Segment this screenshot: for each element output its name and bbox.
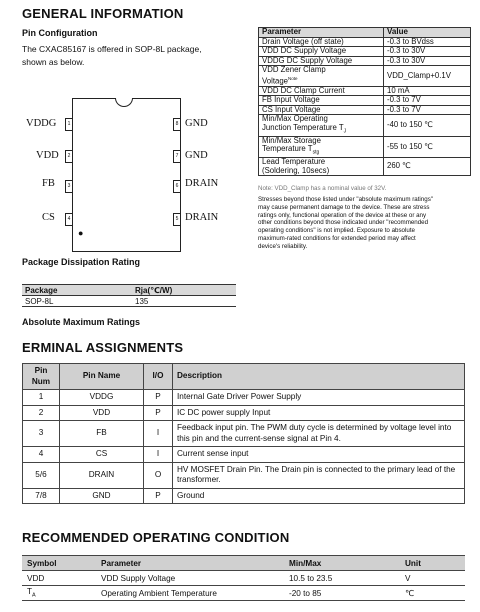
table-cell: IC DC power supply Input bbox=[173, 405, 465, 421]
section-title-recommended: RECOMMENDED OPERATING CONDITION bbox=[22, 530, 290, 545]
table-cell: VDD DC Clamp Current bbox=[259, 86, 384, 96]
table-row bbox=[23, 488, 465, 504]
table-header: Parameter bbox=[259, 28, 384, 38]
table-row bbox=[22, 571, 465, 586]
table-cell: -40 to 150 ℃ bbox=[384, 115, 471, 137]
table-row bbox=[23, 447, 465, 463]
table-row bbox=[22, 586, 465, 601]
pin-number-8: 8 bbox=[173, 118, 181, 131]
table-cell: Current sense input bbox=[173, 447, 465, 463]
pin-number-1: 1 bbox=[65, 118, 73, 131]
table-cell: VDD bbox=[60, 405, 144, 421]
table-header: Parameter bbox=[96, 556, 284, 571]
table-cell: ℃ bbox=[400, 586, 465, 601]
table-cell: 10.5 to 23.5 bbox=[284, 571, 400, 586]
table-cell: -0.3 to 7V bbox=[384, 96, 471, 106]
pin-label-drain-6: DRAIN bbox=[185, 178, 219, 189]
table-cell: O bbox=[144, 462, 173, 488]
pin1-marker-dot: ● bbox=[78, 228, 84, 238]
table-header: Pin Name bbox=[60, 364, 144, 390]
cell-line: Lead Temperature bbox=[262, 157, 326, 167]
cell-text: Voltage bbox=[262, 76, 289, 86]
table-header: Value bbox=[384, 28, 471, 38]
table-cell: HV MOSFET Drain Pin. The Drain pin is connected to the primary lead of the transformer. bbox=[173, 462, 465, 488]
cell-text: Temperature T bbox=[262, 144, 313, 154]
table-cell: FB bbox=[60, 421, 144, 447]
pin-number-6: 6 bbox=[173, 180, 181, 193]
table-cell bbox=[259, 136, 384, 158]
table-cell: 260 ℃ bbox=[384, 158, 471, 176]
dissipation-table bbox=[22, 284, 236, 307]
table-header: Package bbox=[22, 285, 132, 296]
table-cell: Drain Voltage (off state) bbox=[259, 37, 384, 47]
vdd-clamp-note: Note: VDD_Clamp has a nominal value of 32V. bbox=[258, 185, 387, 192]
pin-label-drain-5: DRAIN bbox=[185, 212, 219, 223]
table-header bbox=[23, 364, 60, 390]
table-header: Unit bbox=[400, 556, 465, 571]
table-cell: VDDG DC Supply Voltage bbox=[259, 56, 384, 66]
table-cell: VDD bbox=[22, 571, 96, 586]
table-cell: Internal Gate Driver Power Supply bbox=[173, 390, 465, 406]
table-cell: DRAIN bbox=[60, 462, 144, 488]
pin-label-cs: CS bbox=[42, 212, 55, 223]
pin-label-gnd-7: GND bbox=[185, 150, 208, 161]
table-header: Min/Max bbox=[284, 556, 400, 571]
terminal-table bbox=[22, 363, 465, 504]
table-cell: -20 to 85 bbox=[284, 586, 400, 601]
pin-number-7: 7 bbox=[173, 150, 181, 163]
table-cell: Ground bbox=[173, 488, 465, 504]
table-cell: Feedback input pin. The PWM duty cycle is determined by voltage level into this pin and the current-sense signal at Pin 4. bbox=[173, 421, 465, 447]
table-cell: VDD_Clamp+0.1V bbox=[384, 66, 471, 87]
table-cell: P bbox=[144, 390, 173, 406]
table-row bbox=[259, 158, 471, 176]
table-cell: 1 bbox=[23, 390, 60, 406]
note-line: ratings only, functional operation of the device at these or any bbox=[258, 211, 427, 219]
table-cell: I bbox=[144, 421, 173, 447]
stress-note bbox=[258, 196, 473, 251]
table-cell: P bbox=[144, 488, 173, 504]
cell-line: (Soldering, 10secs) bbox=[262, 165, 330, 175]
table-cell bbox=[259, 66, 384, 87]
symbol-text: T bbox=[27, 587, 33, 597]
table-cell: 3 bbox=[23, 421, 60, 447]
table-row bbox=[23, 421, 465, 447]
table-row bbox=[259, 96, 471, 106]
table-cell: VDDG bbox=[60, 390, 144, 406]
abs-max-ratings-table bbox=[258, 27, 471, 176]
table-cell: CS bbox=[60, 447, 144, 463]
table-cell: Operating Ambient Temperature bbox=[96, 586, 284, 601]
table-cell: CS Input Voltage bbox=[259, 105, 384, 115]
table-cell: SOP-8L bbox=[22, 296, 132, 307]
cell-line: Min/Max Operating bbox=[262, 114, 328, 124]
pin-label-vddg: VDDG bbox=[26, 118, 57, 129]
table-header: Rja(℃/W) bbox=[132, 285, 236, 296]
table-header: Description bbox=[173, 364, 465, 390]
table-cell: -0.3 to 30V bbox=[384, 56, 471, 66]
section-title-general: GENERAL INFORMATION bbox=[22, 6, 184, 21]
table-cell: 5/6 bbox=[23, 462, 60, 488]
cell-line: Min/Max Storage bbox=[262, 135, 321, 145]
note-line: may cause permanent damage to the device. These are stress bbox=[258, 203, 430, 211]
table-row bbox=[259, 115, 471, 137]
abs-max-heading: Absolute Maximum Ratings bbox=[22, 317, 141, 327]
subscript: A bbox=[32, 592, 36, 599]
table-row bbox=[259, 66, 471, 87]
table-cell: P bbox=[144, 405, 173, 421]
pin-label-gnd-8: GND bbox=[185, 118, 208, 129]
recommended-table bbox=[22, 555, 465, 601]
table-row bbox=[23, 462, 465, 488]
subscript: stg bbox=[312, 149, 320, 156]
cell-line bbox=[262, 124, 380, 136]
table-row bbox=[23, 390, 465, 406]
note-line: maximum-rated conditions for extended period may affect bbox=[258, 234, 416, 242]
pin-number-2: 2 bbox=[65, 150, 73, 163]
pin-config-text-line1: The CXAC85167 is offered in SOP-8L package, bbox=[22, 44, 202, 54]
table-cell bbox=[259, 158, 384, 176]
table-cell bbox=[22, 586, 96, 601]
sop8-package-body bbox=[72, 98, 181, 252]
pin-label-vdd: VDD bbox=[36, 150, 59, 161]
table-cell: I bbox=[144, 447, 173, 463]
table-cell: 135 bbox=[132, 296, 236, 307]
table-row bbox=[22, 296, 236, 307]
table-cell: VDD Supply Voltage bbox=[96, 571, 284, 586]
note-line: device's reliability. bbox=[258, 242, 308, 250]
cell-text: Junction Temperature T bbox=[262, 122, 344, 132]
note-line: other conditions beyond those indicated under "recommended bbox=[258, 219, 429, 227]
pin-number-3: 3 bbox=[65, 180, 73, 193]
table-header: I/O bbox=[144, 364, 173, 390]
table-cell: 7/8 bbox=[23, 488, 60, 504]
pin-label-fb: FB bbox=[42, 178, 55, 189]
table-row bbox=[23, 405, 465, 421]
table-cell bbox=[259, 115, 384, 137]
table-cell: 4 bbox=[23, 447, 60, 463]
table-cell: V bbox=[400, 571, 465, 586]
table-cell: -0.3 to 7V bbox=[384, 105, 471, 115]
table-cell: 10 mA bbox=[384, 86, 471, 96]
table-cell: -0.3 to 30V bbox=[384, 47, 471, 57]
cell-line: VDD Zener Clamp bbox=[262, 65, 326, 74]
table-cell: 2 bbox=[23, 405, 60, 421]
pin-config-text-line2: shown as below. bbox=[22, 57, 85, 67]
table-cell: -55 to 150 ℃ bbox=[384, 136, 471, 158]
table-row bbox=[259, 47, 471, 57]
pin-number-5: 5 bbox=[173, 213, 181, 226]
pin-config-heading: Pin Configuration bbox=[22, 28, 98, 38]
section-title-terminal: ERMINAL ASSIGNMENTS bbox=[22, 340, 184, 355]
superscript-note: Note bbox=[288, 75, 298, 81]
note-line: Stresses beyond those listed under "absolute maximum ratings" bbox=[258, 196, 433, 203]
table-header: Symbol bbox=[22, 556, 96, 571]
header-line: Pin bbox=[34, 366, 48, 375]
table-cell: -0.3 to BVdss bbox=[384, 37, 471, 47]
subscript: J bbox=[343, 128, 347, 135]
table-cell: VDD DC Supply Voltage bbox=[259, 47, 384, 57]
header-line: Num bbox=[31, 376, 51, 386]
cell-line bbox=[262, 75, 380, 86]
table-cell: GND bbox=[60, 488, 144, 504]
note-line: operating conditions" is not implied. Exposure to absolute bbox=[258, 227, 415, 235]
pin-number-4: 4 bbox=[65, 213, 73, 226]
dissipation-heading: Package Dissipation Rating bbox=[22, 257, 141, 267]
table-row bbox=[259, 136, 471, 158]
cell-line bbox=[262, 145, 380, 157]
table-cell: FB Input Voltage bbox=[259, 96, 384, 106]
